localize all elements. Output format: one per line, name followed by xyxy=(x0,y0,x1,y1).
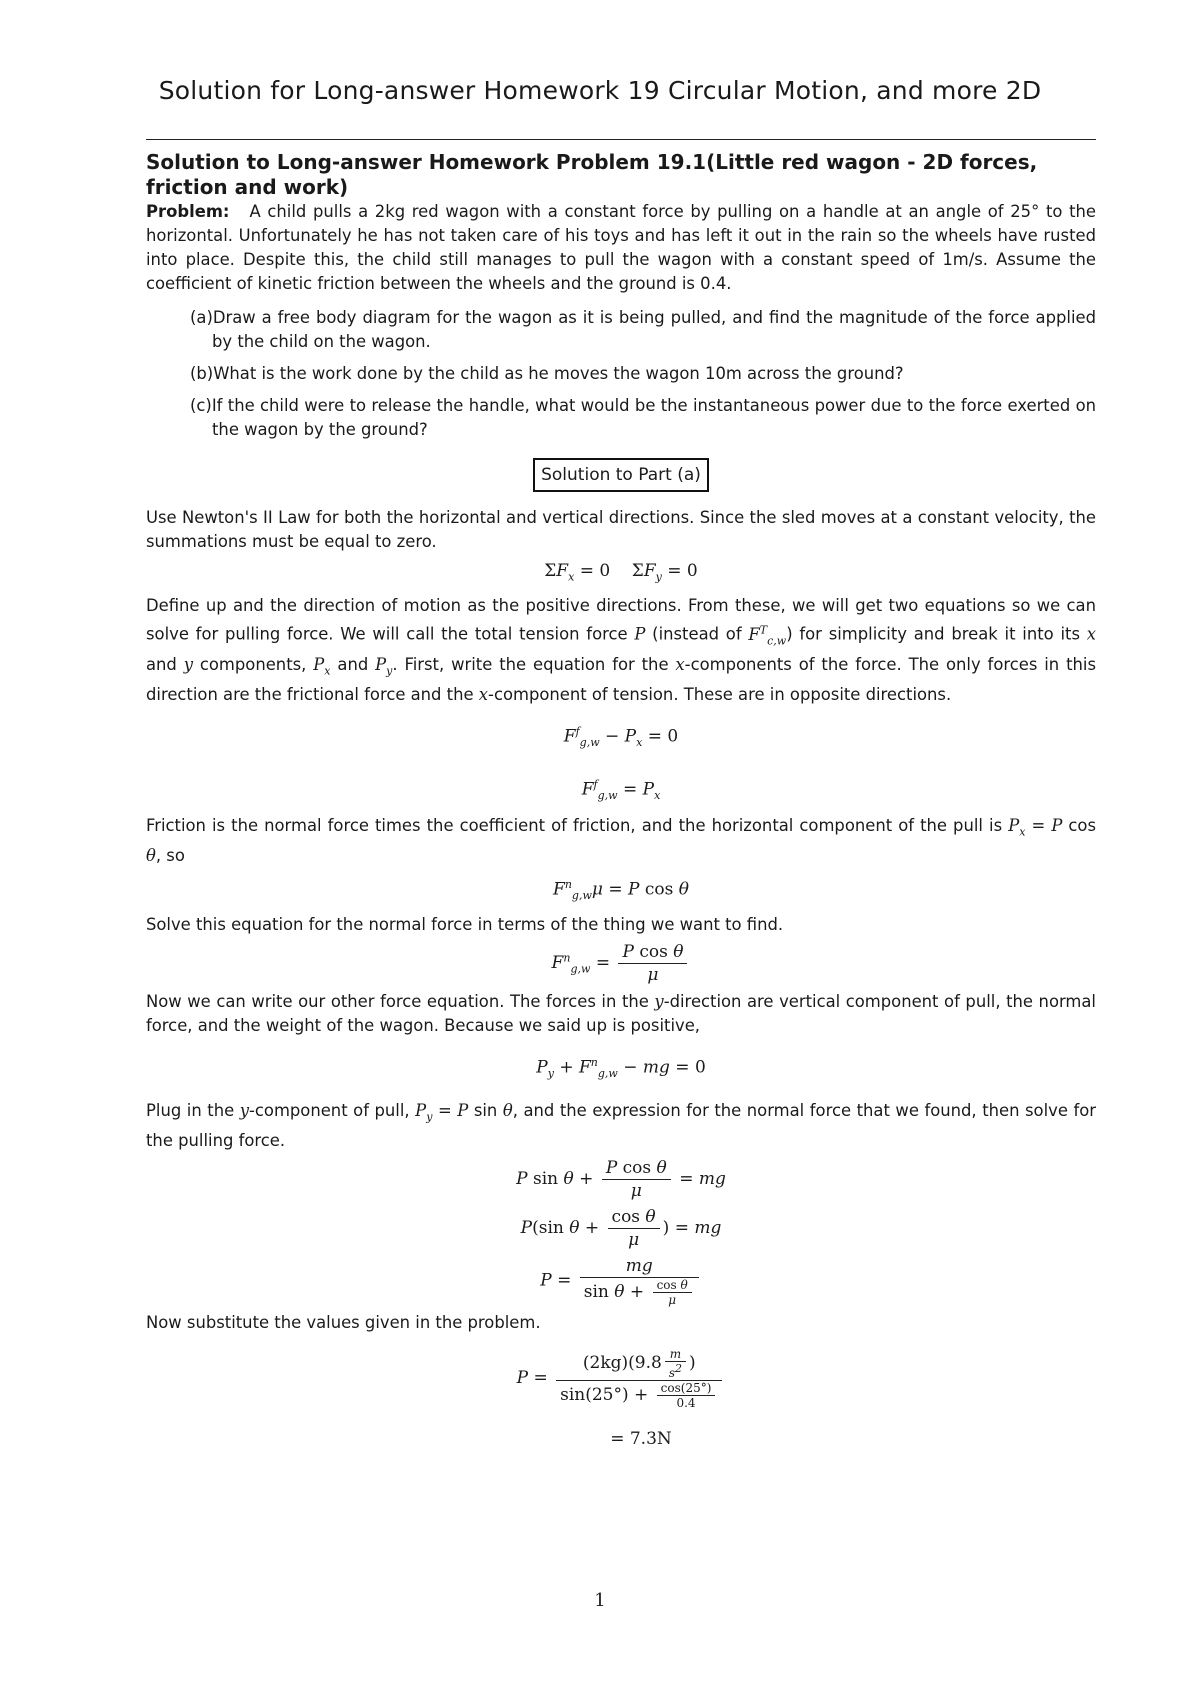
solution-part-a-box: Solution to Part (a) xyxy=(533,458,709,492)
problem-text: A child pulls a 2kg red wagon with a constant force by pulling on a handle at an angle of 25° to the horizontal. Unfortunately he has not taken care of his toys and has left it out in the rain so the wheels have rusted into place. Despite this, the child still manages to pull the wagon with a constant speed of 1m/s. Assume the coefficient of kinetic friction between the wheels and the ground is 0.4. xyxy=(146,202,1096,293)
equation-step-3: P = mg sin θ + $\frac{\text{cos θ}}{\mu}$ xyxy=(146,1255,1096,1307)
paragraph-other-equation: Now we can write our other force equation. The forces in the y-direction are vertical component of pull, the normal force, and the weight of the wagon. Because we said up is positive, xyxy=(146,991,1096,1035)
part-b: (b)What is the work done by the child as he moves the wagon 10m across the ground? xyxy=(190,364,904,383)
problem-title: Solution to Long-answer Homework Problem 19.1(Little red wagon - 2D forces, friction and work) xyxy=(146,150,1038,199)
equation-step-1: P sin θ + $\frac{\text{P cos θ}}{\mu}$ = mg xyxy=(516,1158,726,1202)
problem-statement xyxy=(146,200,1096,296)
part-a: (a)Draw a free body diagram for the wagon as it is being pulled, and find the magnitude of the force applied by the child on the wagon. xyxy=(190,308,1096,351)
solution-box-wrap xyxy=(146,458,1096,492)
equation-result: = 7.3N xyxy=(610,1429,672,1450)
paragraph-define: Define up and the direction of motion as the positive directions. From these, we will get two equations so we can solve for pulling force. We will call the total tension force P (instead of $F^T_{c,w}$) for simplicity and break it into its x and y components, $P_x$ and $P_y$. First, write the equation for the x-components of the force. The only forces in this direction are the frictional force and the x-component of tension. These are in opposite directions. xyxy=(146,596,1097,705)
title-rule xyxy=(146,139,1096,140)
problem-parts xyxy=(146,306,1096,442)
page-title: Solution for Long-answer Homework 19 Circular Motion, and more 2D xyxy=(158,76,1042,105)
paragraph-plug-in: Plug in the y-component of pull, $P_y = P$ sin θ, and the expression for the normal force that we found, then solve for the pulling force. xyxy=(146,1100,1097,1151)
content-body xyxy=(146,150,1096,1456)
equation-normal-force: $F^n_{g,w}$ = $\frac{\text{P cos θ}}{\mu}$ xyxy=(146,941,1096,986)
equation-substitution: P = (2kg)(9.8 $\frac{m}{s^2}$ ) sin(25°) + $\frac{\cos(25^\circ)}{0.4}$ xyxy=(146,1347,1096,1410)
problem-label: Problem: xyxy=(146,202,230,221)
equation-friction-equals-px: $F^f_{g,w} = P_x$ xyxy=(581,778,661,803)
equation-normal-mu: $F^n_{g,w}\mu = P$ cos θ xyxy=(553,877,689,902)
equation-step-2: P(sin θ + $\frac{\text{cos θ}}{\mu}$ ) = mg xyxy=(520,1207,722,1251)
paragraph-friction: Friction is the normal force times the coefficient of friction, and the horizontal component of the pull is $P_x = P$ cos θ, so xyxy=(146,815,1096,865)
equation-y-balance: $P_y + F^n_{g,w}$ − mg = 0 xyxy=(536,1055,706,1080)
page-number: 1 xyxy=(594,1590,606,1611)
paragraph-newton: Use Newton's II Law for both the horizontal and vertical directions. Since the sled moves at a constant velocity, the summations must be equal to zero. xyxy=(146,508,1096,551)
part-c: (c)If the child were to release the handle, what would be the instantaneous power due to the force exerted on the wagon by the ground? xyxy=(190,396,1096,439)
paragraph-substitute: Now substitute the values given in the problem. xyxy=(146,1313,541,1333)
paragraph-solve-normal: Solve this equation for the normal force in terms of the thing we want to find. xyxy=(146,914,784,934)
equation-x-balance: $F^f_{g,w} - P_x = 0$ xyxy=(563,725,679,750)
equation-sum-forces: $\Sigma F_x = 0$ $\Sigma F_y = 0$ xyxy=(544,561,698,584)
